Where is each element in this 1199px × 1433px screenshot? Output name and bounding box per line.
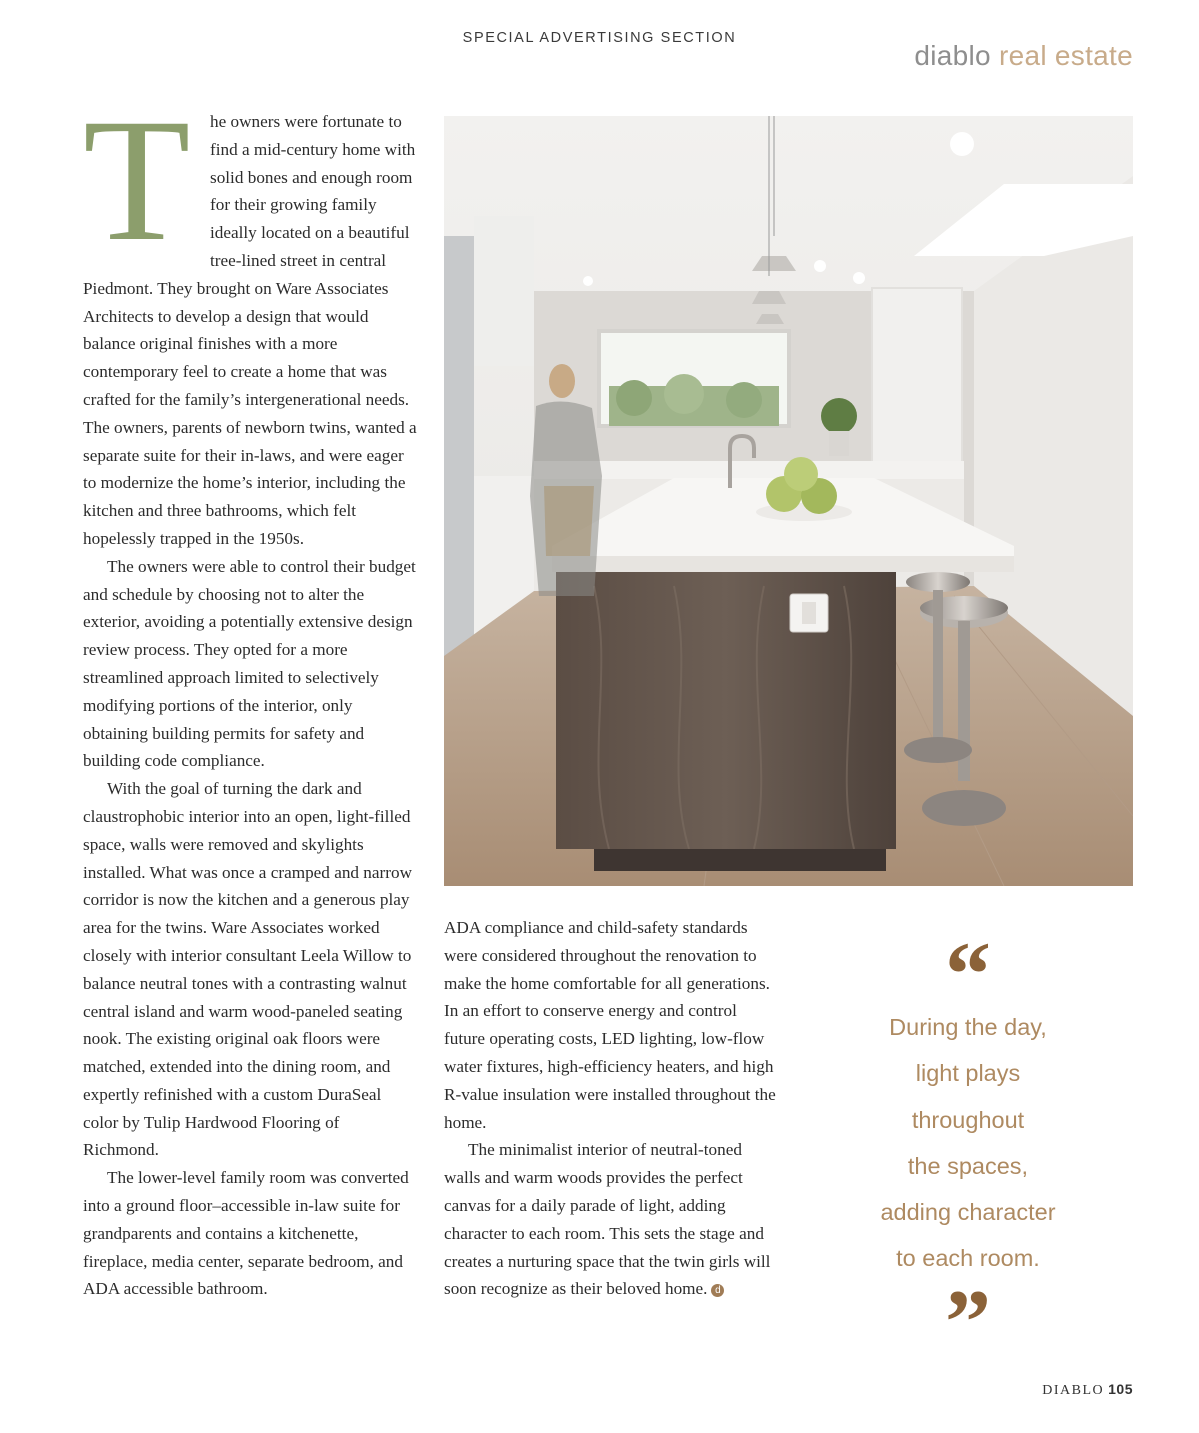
end-mark-icon: d xyxy=(711,1284,724,1297)
brand-logo xyxy=(914,40,1133,72)
pull-quote-line: to each room. xyxy=(896,1245,1040,1272)
kitchen-photo xyxy=(444,116,1133,886)
section-label: SPECIAL ADVERTISING SECTION xyxy=(462,30,737,46)
pull-quote xyxy=(858,923,1078,1373)
pull-quote-line: the spaces, xyxy=(907,1152,1029,1179)
pull-quote-line: adding character xyxy=(880,1199,1056,1226)
article-column-middle xyxy=(444,914,780,1303)
pull-quote-line: light plays xyxy=(915,1060,1021,1087)
paragraph-1: he owners were fortunate to find a mid-century home with solid bones and enough room for their growing family ideally located on a beautiful tree-lined street in central Piedmont. They brought on Ware Associates Architects to develop a design that would balance original finishes with a more contemporary feel to create a home that was crafted for the family’s intergenerational needs. The owners, parents of newborn twins, wanted a separate suite for their in-laws, and were eager to modernize the home’s interior, including the kitchen and three bathrooms, which felt hopelessly trapped in the 1950s. xyxy=(83,112,417,548)
opening-paragraph-wrap xyxy=(83,83,419,553)
pull-quote-line: throughout xyxy=(911,1106,1025,1133)
article-column-left xyxy=(83,83,419,1303)
open-quote-icon: “ xyxy=(945,923,991,1025)
footer-magazine-name: DIABLO xyxy=(1042,1383,1105,1398)
paragraph-2: The owners were able to control their budget and schedule by choosing not to alter the exterior, avoiding a potentially extensive design review process. They opted for a more streamlined approach limited to selectively modifying portions of the interior, only obtaining building permits for safety and building code compliance. xyxy=(83,556,416,771)
paragraph-5: ADA compliance and child-safety standards were considered throughout the renovation to make the home comfortable for all generations. In an effort to conserve energy and control future operating costs, LED lighting, low-flow water fixtures, high-efficiency heaters, and high R-value insulation were installed throughout the home. xyxy=(444,918,776,1132)
pull-quote-text xyxy=(858,992,1078,1282)
paragraph-6: The minimalist interior of neutral-toned walls and warm woods provides the perfect canvas for a daily parade of light, adding character to each room. This sets the stage and creates a nurturing space that the twin girls will soon recognize as their beloved home. xyxy=(444,1140,771,1299)
kitchen-illustration xyxy=(444,116,1133,886)
brand-real-estate: real estate xyxy=(998,40,1133,71)
paragraph-3: With the goal of turning the dark and claustrophobic interior into an open, light-filled space, walls were removed and skylights installed. What was once a cramped and narrow corridor is now the kitchen and a generous play area for the twins. Ware Associates worked closely with interior consultant Leela Willow to balance neutral tones with a contrasting walnut central island and warm wood-paneled seating nook. The existing original oak floors were matched, extended into the dining room, and expertly refinished with a custom DuraSeal color by Tulip Hardwood Flooring of Richmond. xyxy=(83,779,412,1160)
drop-cap: T xyxy=(83,83,191,278)
paragraph-6-wrap xyxy=(444,1136,780,1303)
close-quote-icon: ” xyxy=(945,1270,991,1373)
page-number: 105 xyxy=(1108,1381,1133,1397)
paragraph-4: The lower-level family room was converted into a ground floor–accessible in-law suite for grandparents and contains a kitchenette, fireplace, media center, separate bedroom, and ADA accessible bathroom. xyxy=(83,1168,409,1299)
brand-diablo: diablo xyxy=(914,40,991,71)
pull-quote-line: During the day, xyxy=(889,1014,1047,1040)
page-footer xyxy=(1042,1381,1133,1399)
